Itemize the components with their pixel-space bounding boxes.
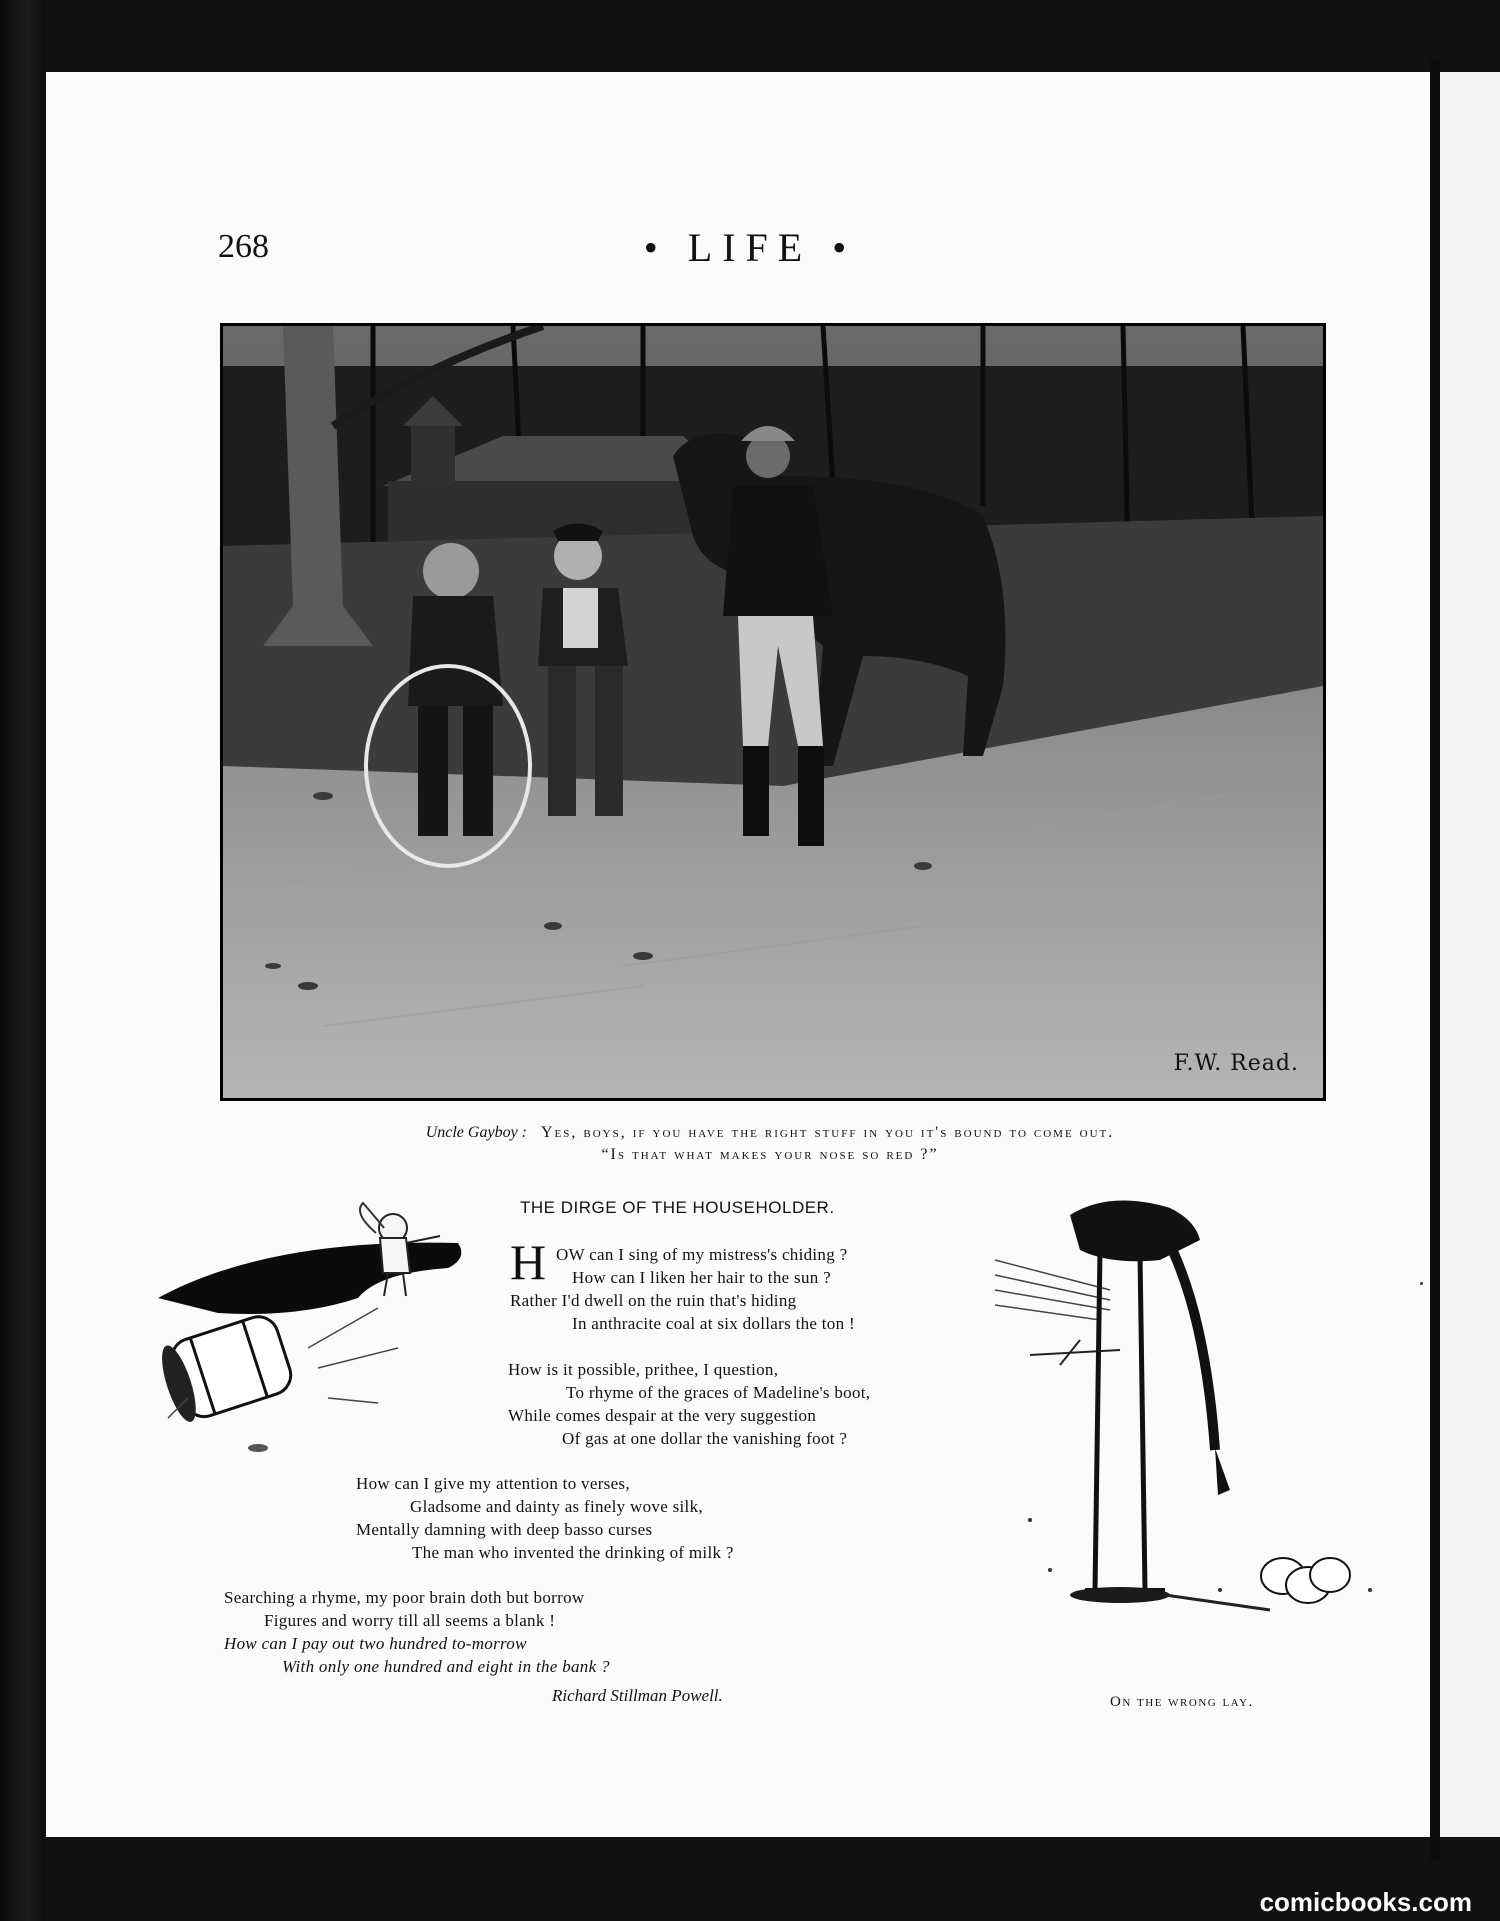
poem-line: Rather I'd dwell on the ruin that's hiding — [510, 1291, 797, 1310]
poem-line: Figures and worry till all seems a blank ! — [264, 1611, 556, 1630]
poem-line: With only one hundred and eight in the bank ? — [282, 1657, 610, 1676]
poem-line: How can I liken her hair to the sun ? — [572, 1268, 831, 1287]
cartoon-caption: On the wrong lay. — [1110, 1694, 1254, 1710]
poem-line: To rhyme of the graces of Madeline's boot, — [566, 1383, 871, 1402]
poem-line: Searching a rhyme, my poor brain doth but borrow — [224, 1588, 585, 1607]
poem-line: Gladsome and dainty as finely wove silk, — [410, 1497, 703, 1516]
caption-line-1 — [220, 1122, 1320, 1144]
illustration-caption — [220, 1122, 1320, 1166]
poem-line: The man who invented the drinking of milk ? — [412, 1543, 734, 1562]
poem-line: Of gas at one dollar the vanishing foot ? — [562, 1429, 848, 1448]
poem-line: OW can I sing of my mistress's chiding ? — [556, 1245, 848, 1264]
page-number: 268 — [218, 228, 269, 265]
main-illustration — [220, 323, 1326, 1101]
poem-line: How can I give my attention to verses, — [356, 1474, 630, 1493]
magazine-masthead: • LIFE • — [643, 225, 857, 270]
poem-line: Mentally damning with deep basso curses — [356, 1520, 653, 1539]
facing-page-edge — [1440, 72, 1500, 1837]
poem-stanza-3 — [356, 1472, 734, 1564]
poem-line: In anthracite coal at six dollars the ton ! — [572, 1314, 855, 1333]
caption-dialogue-1: Yes, boys, if you have the right stuff in you it's bound to come out. — [541, 1124, 1115, 1141]
poem-author: Richard Stillman Powell. — [552, 1686, 723, 1705]
poem-stanza-1 — [510, 1243, 855, 1335]
poem-line: While comes despair at the very suggestion — [508, 1406, 817, 1425]
watermark: comicbooks.com — [1259, 1887, 1472, 1917]
caption-speaker: Uncle Gayboy : — [425, 1124, 527, 1141]
page-gutter — [1430, 60, 1440, 1860]
poem-stanza-2 — [508, 1358, 870, 1450]
ostrich-cartoon — [990, 1190, 1410, 1620]
poem-title: THE DIRGE OF THE HOUSEHOLDER. — [520, 1198, 835, 1217]
scan-border-left — [0, 0, 46, 1921]
scan-speck — [1420, 1282, 1423, 1285]
poem-stanza-4 — [224, 1586, 610, 1678]
cherub-barrel-cartoon — [148, 1198, 488, 1478]
poem-dropcap: H — [510, 1234, 547, 1290]
poem-line: How is it possible, prithee, I question, — [508, 1360, 779, 1379]
caption-dialogue-2: “Is that what makes your nose so red ?” — [601, 1146, 939, 1163]
illustration-scene — [223, 326, 1323, 1098]
poem-line: How can I pay out two hundred to-morrow — [224, 1634, 527, 1653]
artist-signature: F.W. Read. — [1173, 1051, 1299, 1076]
